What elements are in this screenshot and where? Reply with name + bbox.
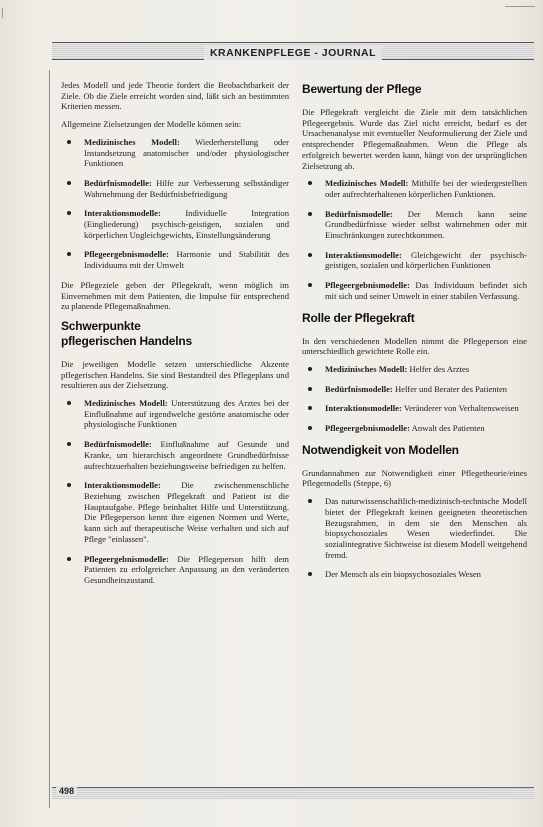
list-item	[302, 209, 527, 241]
bullet-icon	[308, 406, 312, 410]
goals-list	[61, 137, 289, 271]
item-text: Unterstützung des Arztes bei der Einflußnahme auf irgendwelche gestörte anatomische oder physiologische Funktionen	[84, 398, 289, 430]
closing-paragraph: Die Pflegeziele geben der Pflegekraft, wenn möglich im Einvernehmen mit dem Patienten, die Impulse für entsprechend zu planende Pflegemaßnahmen.	[61, 279, 289, 312]
list-item	[61, 137, 289, 169]
item-term: Medizinisches Modell:	[325, 178, 409, 189]
bullet-icon	[308, 253, 312, 257]
list-item	[302, 496, 527, 560]
focus-list	[61, 398, 289, 586]
scan-mark	[505, 6, 535, 7]
item-term: Interaktionsmodelle:	[84, 208, 161, 219]
item-term: Medizinisches Modell:	[84, 136, 180, 147]
section-heading-line: pflegerischen Handelns	[61, 333, 192, 348]
intro-paragraph: Jedes Modell und jede Theorie fordert die Beobachtbarkeit der Ziele. Ob die Ziele erreicht worden sind, läßt sich an bestimmten Kriterien messen.	[61, 80, 289, 112]
list-item	[302, 384, 527, 395]
item-term: Pflegeergebnismodelle:	[325, 423, 410, 434]
item-term: Pflegeergebnismodelle:	[325, 280, 410, 291]
evaluation-paragraph: Die Pflegekraft vergleicht die Ziele mit dem tatsächlichen Pflegeergebnis. Wurde das Ziel nicht erreicht, bedarf es der Ursachenanalyse mit eventueller Neuformulierung der Ziele und entsprechender Pflegemaßnahmen. Wenn die Pflege als erfolgreich bewertet werden kann, hängt von der ursprünglichen Zielsetzung ab.	[302, 107, 527, 171]
scan-mark	[2, 8, 3, 18]
item-text: Gleichgewicht der psychisch-geistigen, sozialen und körperlichen Funktionen	[325, 249, 527, 271]
item-text: Die Pflegeperson hilft dem Patienten zu erfolgreicher Anpassung an den veränderten Gesundheitszustand.	[84, 553, 289, 585]
item-term: Pflegeergebnismodelle:	[84, 249, 169, 260]
section-heading-line: Schwerpunkte	[61, 318, 141, 333]
heading-evaluation: Bewertung der Pflege	[302, 82, 422, 96]
list-item	[61, 208, 289, 240]
bullet-icon	[308, 499, 312, 503]
list-item	[61, 178, 289, 199]
list-item	[61, 249, 289, 270]
item-text: Mithilfe bei der wiedergestellten oder aufrechterhaltenen körperlichen Funktionen.	[325, 178, 527, 199]
right-column	[302, 80, 527, 589]
item-text: Helfer und Berater des Patienten	[392, 383, 508, 394]
evaluation-list	[302, 178, 527, 301]
bullet-icon	[308, 212, 312, 216]
list-item	[61, 554, 289, 586]
necessity-list	[302, 496, 527, 580]
bullet-icon	[67, 483, 71, 487]
bullet-icon	[308, 426, 312, 430]
necessity-paragraph: Grundannahmen zur Notwendigkeit einer Pflegetheorie/eines Pflegemodells (Steppe, 6)	[302, 467, 527, 489]
heading-necessity: Notwendigkeit von Modellen	[302, 442, 459, 457]
bullet-icon	[308, 181, 312, 185]
item-term: Bedürfnismodelle:	[325, 383, 393, 394]
item-term: Bedürfnismodelle:	[84, 439, 152, 450]
item-text: Harmonie und Stabilität des Individuums mit der Umwelt	[84, 249, 289, 271]
item-text: Hilfe zur Verbesserung selbständiger Wahrnehmung der Bedürfnisbefriedigung	[84, 177, 289, 199]
page-number: 498	[56, 786, 77, 796]
item-text: Helfer des Arztes	[407, 363, 470, 374]
bullet-icon	[308, 572, 312, 576]
bullet-icon	[67, 252, 71, 256]
role-paragraph: In den verschiedenen Modellen nimmt die Pflegeperson eine unterschiedlich gewichtete Rolle ein.	[302, 335, 527, 357]
item-term: Bedürfnismodelle:	[325, 208, 393, 219]
item-text: Einflußnahme auf Gesunde und Kranke, um hierarchisch angeordnete Grundbedürfnisse aufrechtzuerhalten beziehungsweise befriedigen zu helfen.	[84, 439, 289, 471]
list-item	[302, 569, 527, 580]
page-header	[52, 42, 534, 60]
item-term: Bedürfnismodelle:	[84, 177, 152, 188]
bullet-icon	[67, 401, 71, 405]
bullet-icon	[308, 387, 312, 391]
list-item	[302, 250, 527, 271]
item-text: Das Individuum befindet sich mit sich und seiner Umwelt in einer stabilen Verfassung.	[325, 280, 527, 301]
item-text: Die zwischenmenschliche Beziehung zwischen Pflegekraft und Patient ist die Hauptaufgabe. Pflege beinhaltet Hilfe und Unterstützung. Die Pflegeperson kennt ihre eigenen Normen und Werte, kann sich auf therapeutische Weise verhalten und sich auf Pflege "einlassen".	[84, 480, 289, 544]
heading-role: Rolle der Pflegekraft	[302, 310, 415, 325]
item-text: Der Mensch kann seine Grundbedürfnisse wieder selbst wahrnehmen oder mit Einschränkungen zurechtkommen.	[325, 208, 527, 241]
bullet-icon	[67, 557, 71, 561]
list-item	[302, 178, 527, 199]
section-paragraph: Die jeweiligen Modelle setzen unterschiedliche Akzente pflegerischen Handelns. Sie sind Bestandteil des Pflegeplans und resultieren aus der Zielsetzung.	[61, 358, 289, 391]
bullet-icon	[308, 283, 312, 287]
page-footer	[52, 787, 534, 799]
journal-title: KRANKENPFLEGE - JOURNAL	[204, 46, 382, 60]
item-term: Interaktionsmodelle:	[325, 249, 402, 260]
list-item	[302, 280, 527, 301]
item-term: Medizinisches Modell:	[325, 363, 408, 374]
left-margin-rule	[49, 70, 50, 808]
bullet-icon	[67, 442, 71, 446]
item-text: Wiederherstellung oder Instandsetzung anatomischer und/oder physiologischer Funktionen	[84, 136, 289, 169]
bullet-icon	[308, 367, 312, 371]
list-item	[302, 364, 527, 375]
item-term: Interaktionsmodelle:	[84, 480, 161, 491]
item-text: Individuelle Integration (Eingliederung) psychisch-geistigen, sozialen und körperlichen Ungleichgewichts, Einstellungsänderung	[84, 208, 289, 240]
item-text: Veränderer von Verhaltensweisen	[401, 403, 519, 414]
role-list	[302, 364, 527, 434]
bullet-icon	[67, 140, 71, 144]
item-text: Der Mensch als ein biopsychosoziales Wesen	[325, 569, 481, 580]
section-heading	[61, 319, 289, 349]
goals-intro: Allgemeine Zielsetzungen der Modelle können sein:	[61, 119, 242, 130]
list-item	[61, 398, 289, 430]
list-item	[61, 439, 289, 471]
list-item	[302, 403, 527, 414]
left-column	[61, 80, 289, 595]
list-item	[302, 423, 527, 434]
item-term: Pflegeergebnismodelle:	[84, 553, 169, 564]
item-term: Medizinisches Modell:	[84, 398, 168, 409]
item-term: Interaktionsmodelle:	[325, 403, 402, 414]
item-text: Anwalt des Patienten	[409, 423, 485, 434]
bullet-icon	[67, 181, 71, 185]
bullet-icon	[67, 211, 71, 215]
list-item	[61, 480, 289, 544]
item-text: Das naturwissenschaftlich-medizinisch-technische Modell bietet der Pflegekraft keinen geeigneten theoretischen Bezugsrahmen, in dem sie den Menschen als biopsychosoziales Wesen wiederfindet. Die sozialintegrative Sichtweise ist diesem Modell weitgehend fremd.	[325, 496, 527, 560]
